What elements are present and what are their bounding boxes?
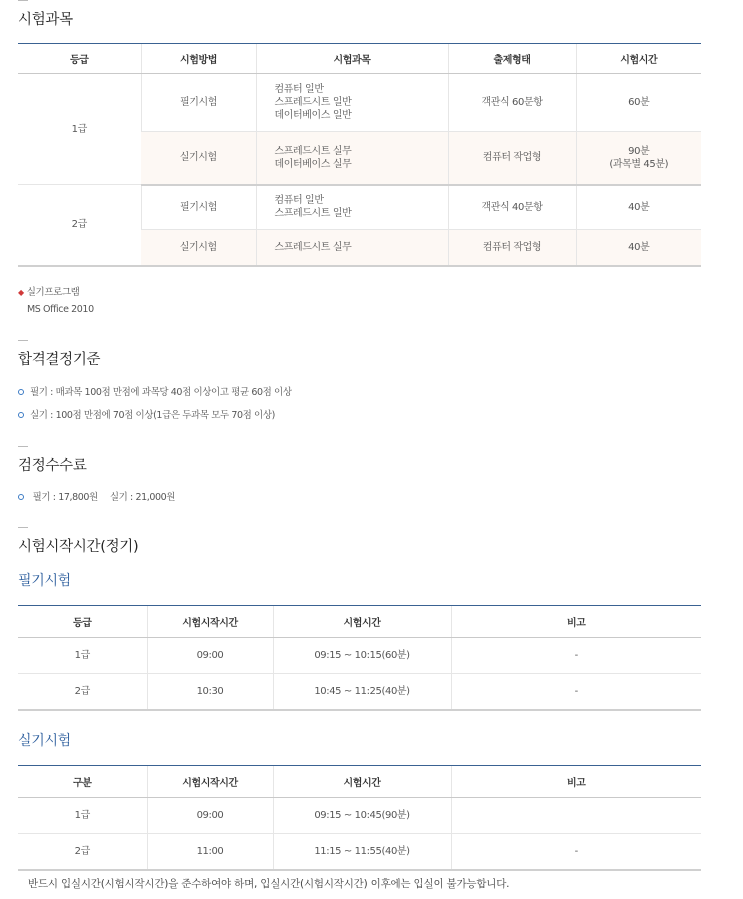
method-cell: 실기시험 — [141, 230, 256, 266]
subject-item: 스프레드시트 실무 — [274, 241, 352, 253]
header-grade: 등급 — [18, 606, 147, 638]
fee-line — [18, 489, 175, 503]
table-row — [18, 638, 701, 674]
header-remarks: 비고 — [451, 606, 701, 638]
format-cell: 객관식 60문항 — [448, 74, 576, 132]
remarks-cell: - — [451, 834, 701, 870]
time-note: (과목별 45분) — [609, 158, 669, 170]
table-header-row — [18, 606, 701, 638]
subtitle-practical-exam: 실기시험 — [18, 733, 71, 749]
header-start-time: 시험시작시간 — [147, 606, 273, 638]
header-category: 구분 — [18, 766, 147, 798]
subject-item: 데이터베이스 일반 — [274, 110, 352, 121]
grade-cell: 1급 — [18, 798, 147, 834]
method-cell: 필기시험 — [141, 185, 256, 230]
method-cell: 필기시험 — [141, 74, 256, 132]
program-label-text: 실기프로그램 — [26, 287, 80, 298]
entry-notice: 반드시 입실시간(시험시작시간)을 준수하여야 하며, 입실시간(시험시작시간) 이후에는 입실이 불가능합니다. — [28, 878, 510, 890]
section-title-criteria: 합격결정기준 — [18, 348, 100, 369]
program-label — [18, 284, 79, 298]
format-cell: 객관식 40문항 — [448, 185, 576, 230]
table-row — [18, 74, 701, 132]
header-format: 출제형태 — [448, 44, 576, 74]
exam-time-cell: 11:15 ~ 11:55(40분) — [273, 834, 451, 870]
criteria-item-practical: 실기 : 100점 만점에 70점 이상(1급은 두과목 모두 70점 이상) — [18, 407, 275, 421]
diamond-bullet-icon: ◆ — [18, 288, 24, 297]
exam-time-cell: 09:15 ~ 10:45(90분) — [273, 798, 451, 834]
subjects-cell — [256, 185, 448, 230]
start-time-cell: 09:00 — [147, 798, 273, 834]
header-time: 시험시간 — [576, 44, 701, 74]
header-method: 시험방법 — [141, 44, 256, 74]
format-cell: 컴퓨터 작업형 — [448, 230, 576, 266]
grade-cell: 2급 — [18, 834, 147, 870]
written-schedule-table — [18, 605, 701, 711]
exam-time-cell: 10:45 ~ 11:25(40분) — [273, 674, 451, 710]
time-cell: 60분 — [576, 74, 701, 132]
subjects-table — [18, 43, 701, 267]
subject-item: 데이터베이스 실무 — [274, 158, 352, 170]
format-cell: 컴퓨터 작업형 — [448, 132, 576, 185]
table-row — [18, 185, 701, 230]
subjects-cell — [256, 74, 448, 132]
method-cell: 실기시험 — [141, 132, 256, 185]
fee-practical: 실기 : 21,000원 — [109, 492, 176, 503]
grade-cell: 2급 — [18, 185, 141, 266]
subject-item: 컴퓨터 일반 — [274, 195, 324, 207]
table-row — [18, 834, 701, 870]
grade-cell: 1급 — [18, 74, 141, 185]
section-title-fee: 검정수수료 — [18, 454, 87, 475]
subtitle-written-exam: 필기시험 — [18, 573, 71, 589]
time-cell: 40분 — [576, 230, 701, 266]
subjects-cell — [256, 230, 448, 266]
subject-item: 스프레드시트 일반 — [274, 97, 352, 108]
start-time-cell: 10:30 — [147, 674, 273, 710]
header-exam-time: 시험시간 — [273, 766, 451, 798]
subjects-cell — [256, 132, 448, 185]
practical-schedule-table — [18, 765, 701, 871]
start-time-cell: 09:00 — [147, 638, 273, 674]
start-time-cell: 11:00 — [147, 834, 273, 870]
header-subjects: 시험과목 — [256, 44, 448, 74]
subject-item: 컴퓨터 일반 — [274, 84, 324, 95]
time-cell — [576, 132, 701, 185]
grade-cell: 1급 — [18, 638, 147, 674]
criteria-item-written: 필기 : 매과목 100점 만점에 과목당 40점 이상이고 평균 60점 이상 — [18, 384, 292, 398]
fee-written: 필기 : 17,800원 — [32, 492, 98, 503]
remarks-cell — [451, 798, 701, 834]
header-start-time: 시험시작시간 — [147, 766, 273, 798]
table-header-row — [18, 44, 701, 74]
header-exam-time: 시험시간 — [273, 606, 451, 638]
remarks-cell: - — [451, 674, 701, 710]
remarks-cell: - — [451, 638, 701, 674]
table-row — [18, 674, 701, 710]
subject-item: 스프레드시트 실무 — [274, 145, 352, 157]
exam-time-cell: 09:15 ~ 10:15(60분) — [273, 638, 451, 674]
grade-cell: 2급 — [18, 674, 147, 710]
program-value: MS Office 2010 — [27, 304, 94, 315]
header-grade: 등급 — [18, 44, 141, 74]
table-header-row — [18, 766, 701, 798]
section-title-schedule: 시험시작시간(정기) — [18, 535, 138, 556]
section-title-subjects: 시험과목 — [18, 8, 73, 29]
time-value: 90분 — [628, 145, 650, 157]
subject-item: 스프레드시트 일반 — [274, 208, 352, 220]
header-remarks: 비고 — [451, 766, 701, 798]
time-cell: 40분 — [576, 185, 701, 230]
table-row — [18, 798, 701, 834]
